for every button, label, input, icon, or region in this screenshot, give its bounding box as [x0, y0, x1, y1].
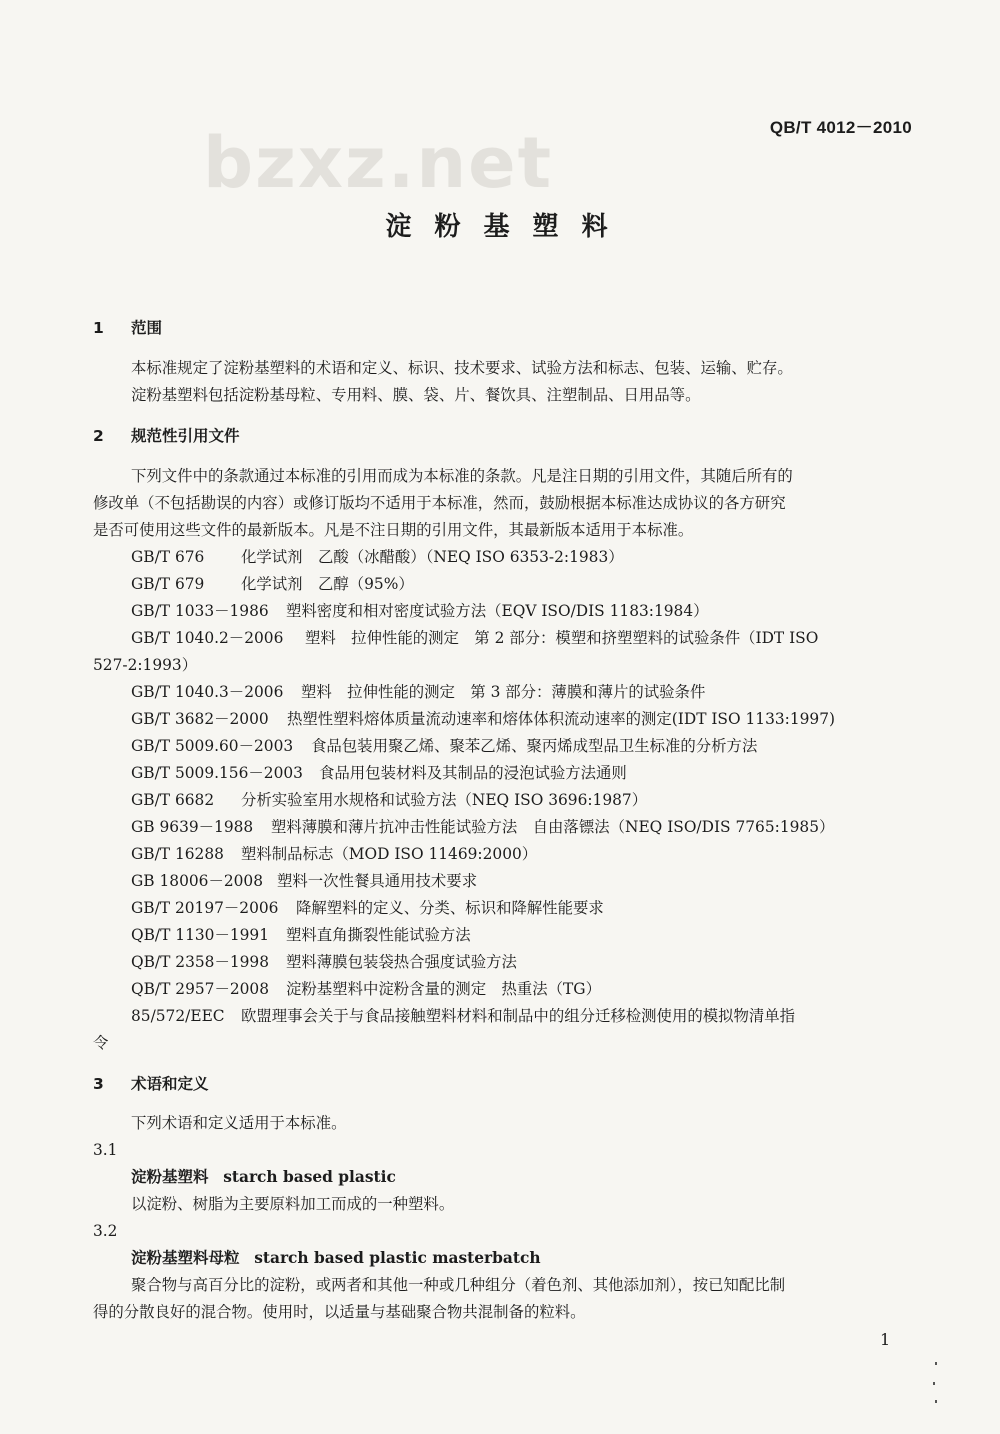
- reference-title: 化学试剂 乙醇（95%）: [241, 575, 414, 593]
- reference-code: GB 18006－2008: [131, 872, 264, 890]
- reference-title: 塑料 拉伸性能的测定 第 3 部分：薄膜和薄片的试验条件: [301, 683, 706, 701]
- term-heading: [131, 1167, 396, 1187]
- reference-item: [131, 817, 834, 837]
- reference-title: 欧盟理事会关于与食品接触塑料材料和制品中的组分迁移检测使用的模拟物清单指: [241, 1007, 796, 1025]
- section-1-paragraph-2: 淀粉基塑料包括淀粉基母粒、专用料、膜、袋、片、餐饮具、注塑制品、日用品等。: [131, 386, 701, 404]
- term-english: starch based plastic: [223, 1168, 396, 1186]
- section-2-heading: [93, 426, 240, 446]
- reference-code: GB 9639－1988: [131, 818, 254, 836]
- reference-item: [131, 790, 647, 810]
- term-definition: 以淀粉、树脂为主要原料加工而成的一种塑料。: [131, 1195, 455, 1213]
- reference-item: [131, 736, 757, 756]
- reference-code: GB/T 5009.60－2003: [131, 737, 294, 755]
- reference-title: 食品用包装材料及其制品的浸泡试验方法通则: [319, 764, 627, 782]
- reference-item: [131, 979, 601, 999]
- reference-code: GB/T 20197－2006: [131, 899, 279, 917]
- reference-item: [131, 628, 818, 648]
- reference-title: 分析实验室用水规格和试验方法（NEQ ISO 3696:1987）: [241, 791, 648, 809]
- section-title: 范围: [131, 319, 163, 337]
- reference-title: 热塑性塑料熔体质量流动速率和熔体体积流动速率的测定(IDT ISO 1133:1997): [287, 710, 836, 728]
- reference-title: 塑料制品标志（MOD ISO 11469:2000）: [241, 845, 538, 863]
- reference-code: QB/T 1130－1991: [131, 926, 269, 944]
- reference-code: 85/572/EEC: [131, 1007, 225, 1025]
- term-definition: 得的分散良好的混合物。使用时，以适量与基础聚合物共混制备的粒料。: [93, 1303, 586, 1321]
- reference-code: GB/T 6682: [131, 791, 215, 809]
- term-english: starch based plastic masterbatch: [254, 1249, 541, 1267]
- section-1-heading: [93, 318, 162, 338]
- term-heading: [131, 1248, 541, 1268]
- section-title: 术语和定义: [131, 1075, 209, 1093]
- reference-item: [131, 682, 705, 702]
- section-number: 3: [93, 1075, 104, 1093]
- reference-title: 塑料 拉伸性能的测定 第 2 部分：模塑和挤塑塑料的试验条件（IDT ISO: [305, 629, 819, 647]
- reference-title: 塑料直角撕裂性能试验方法: [286, 926, 471, 944]
- reference-code: GB/T 3682－2000: [131, 710, 269, 728]
- term-number: 3.1: [93, 1141, 118, 1159]
- reference-code: GB/T 679: [131, 575, 205, 593]
- reference-code: GB/T 676: [131, 548, 205, 566]
- reference-continuation: 令: [93, 1034, 109, 1052]
- reference-code: QB/T 2957－2008: [131, 980, 269, 998]
- section-title: 规范性引用文件: [131, 427, 240, 445]
- standard-code: QB/T 4012－2010: [769, 118, 912, 137]
- scan-speck: [935, 1362, 937, 1365]
- reference-title: 食品包装用聚乙烯、聚苯乙烯、聚丙烯成型品卫生标准的分析方法: [311, 737, 758, 755]
- section-number: 2: [93, 427, 104, 445]
- section-3-heading: [93, 1074, 209, 1094]
- term-chinese: 淀粉基塑料: [131, 1168, 209, 1186]
- reference-title: 降解塑料的定义、分类、标识和降解性能要求: [296, 899, 604, 917]
- reference-item: [131, 871, 477, 891]
- term-chinese: 淀粉基塑料母粒: [131, 1249, 240, 1267]
- reference-code: GB/T 5009.156－2003: [131, 764, 303, 782]
- reference-title: 淀粉基塑料中淀粉含量的测定 热重法（TG）: [286, 980, 601, 998]
- reference-continuation: 527-2:1993）: [93, 656, 198, 674]
- section-1-paragraph-1: 本标准规定了淀粉基塑料的术语和定义、标识、技术要求、试验方法和标志、包装、运输、贮存。: [131, 359, 793, 377]
- reference-title: 塑料密度和相对密度试验方法（EQV ISO/DIS 1183:1984）: [286, 602, 709, 620]
- reference-title: 塑料一次性餐具通用技术要求: [277, 872, 478, 890]
- reference-title: 化学试剂 乙酸（冰醋酸）（NEQ ISO 6353-2:1983）: [241, 548, 624, 566]
- reference-title: 塑料薄膜包装袋热合强度试验方法: [286, 953, 517, 971]
- reference-item: [131, 952, 517, 972]
- reference-title: 塑料薄膜和薄片抗冲击性能试验方法 自由落镖法（NEQ ISO/DIS 7765:1985）: [271, 818, 835, 836]
- watermark: bzxz.net: [203, 122, 554, 204]
- reference-item: [131, 925, 471, 945]
- term-number: 3.2: [93, 1222, 118, 1240]
- section-2-intro-line: 下列文件中的条款通过本标准的引用而成为本标准的条款。凡是注日期的引用文件，其随后所有的: [131, 467, 793, 485]
- reference-item: [131, 601, 709, 621]
- document-title: 淀 粉 基 塑 料: [385, 212, 615, 242]
- reference-item: [131, 763, 627, 783]
- term-definition: 聚合物与高百分比的淀粉，或两者和其他一种或几种组分（着色剂、其他添加剂），按已知配比制: [131, 1276, 786, 1294]
- reference-code: GB/T 16288: [131, 845, 224, 863]
- reference-code: GB/T 1033－1986: [131, 602, 269, 620]
- reference-code: GB/T 1040.3－2006: [131, 683, 284, 701]
- section-number: 1: [93, 319, 104, 337]
- reference-item: [131, 844, 537, 864]
- reference-code: QB/T 2358－1998: [131, 953, 269, 971]
- reference-item: [131, 709, 835, 729]
- reference-code: GB/T 1040.2－2006: [131, 629, 284, 647]
- section-3-intro: 下列术语和定义适用于本标准。: [131, 1114, 347, 1132]
- reference-item: [131, 898, 604, 918]
- page-number: 1: [880, 1330, 891, 1349]
- section-2-intro-line: 修改单（不包括勘误的内容）或修订版均不适用于本标准，然而，鼓励根据本标准达成协议的各方研究: [93, 494, 786, 512]
- scan-speck: [933, 1382, 935, 1385]
- section-2-intro-line: 是否可使用这些文件的最新版本。凡是不注日期的引用文件，其最新版本适用于本标准。: [93, 521, 694, 539]
- reference-item: [131, 547, 624, 567]
- scan-speck: [935, 1400, 937, 1403]
- reference-item: [131, 1006, 795, 1026]
- reference-item: [131, 574, 414, 594]
